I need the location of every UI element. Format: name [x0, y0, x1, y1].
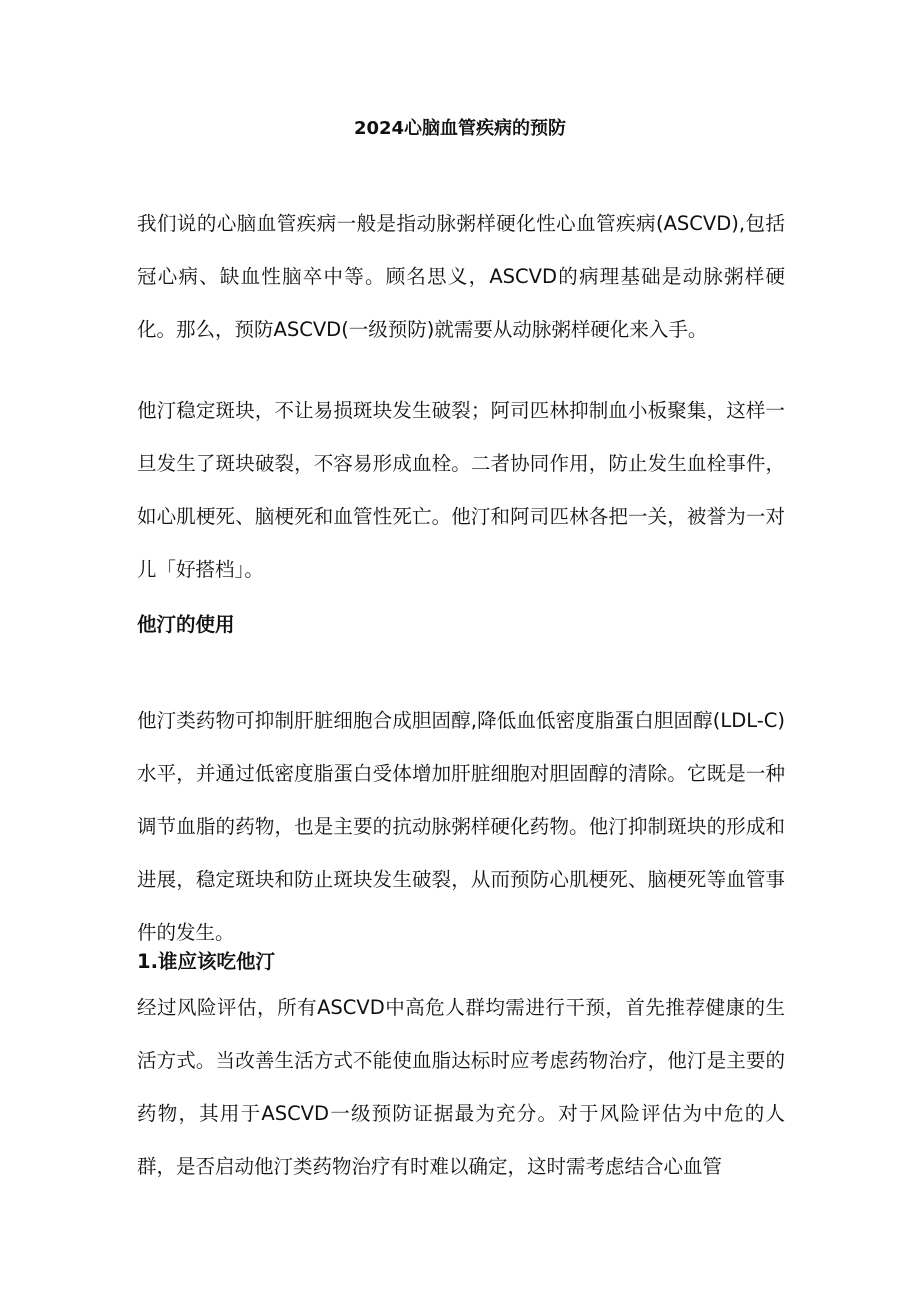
subheading-who-should-take-statin: 1.谁应该吃他汀 [137, 950, 275, 973]
paragraph-statin-mechanism: 他汀类药物可抑制肝脏细胞合成胆固醇,降低血低密度脂蛋白胆固醇(LDL-C)水平，并通过低密度脂蛋白受体增加肝脏细胞对胆固醇的清除。它既是一种调节血脂的药物，也是主要的抗动脉粥样硬化药物。他汀抑制斑块的形成和进展，稳定斑块和防止斑块发生破裂，从而预防心肌梗死、脑梗死等血管事件的发生。 [137, 709, 785, 944]
paragraph-statin-aspirin: 他汀稳定斑块，不让易损斑块发生破裂；阿司匹林抑制血小板聚集，这样一旦发生了斑块破裂，不容易形成血栓。二者协同作用，防止发生血栓事件，如心肌梗死、脑梗死和血管性死亡。他汀和阿司匹林各把一关，被誉为一对儿「好搭档」。 [137, 399, 785, 581]
document-title: 2024心脑血管疾病的预防 [353, 118, 567, 139]
paragraph-risk-assessment: 经过风险评估，所有ASCVD中高危人群均需进行干预，首先推荐健康的生活方式。当改善生活方式不能使血脂达标时应考虑药物治疗，他汀是主要的药物，其用于ASCVD一级预防证据最为充分。对于风险评估为中危的人群，是否启动他汀类药物治疗有时难以确定，这时需考虑结合心血管 [137, 996, 785, 1178]
section-heading-statin-use: 他汀的使用 [137, 613, 235, 636]
paragraph-ascvd-intro: 我们说的心脑血管疾病一般是指动脉粥样硬化性心血管疾病(ASCVD),包括冠心病、缺血性脑卒中等。顾名思义，ASCVD的病理基础是动脉粥样硬化。那么，预防ASCVD(一级预防)就需要从动脉粥样硬化来入手。 [137, 212, 785, 341]
